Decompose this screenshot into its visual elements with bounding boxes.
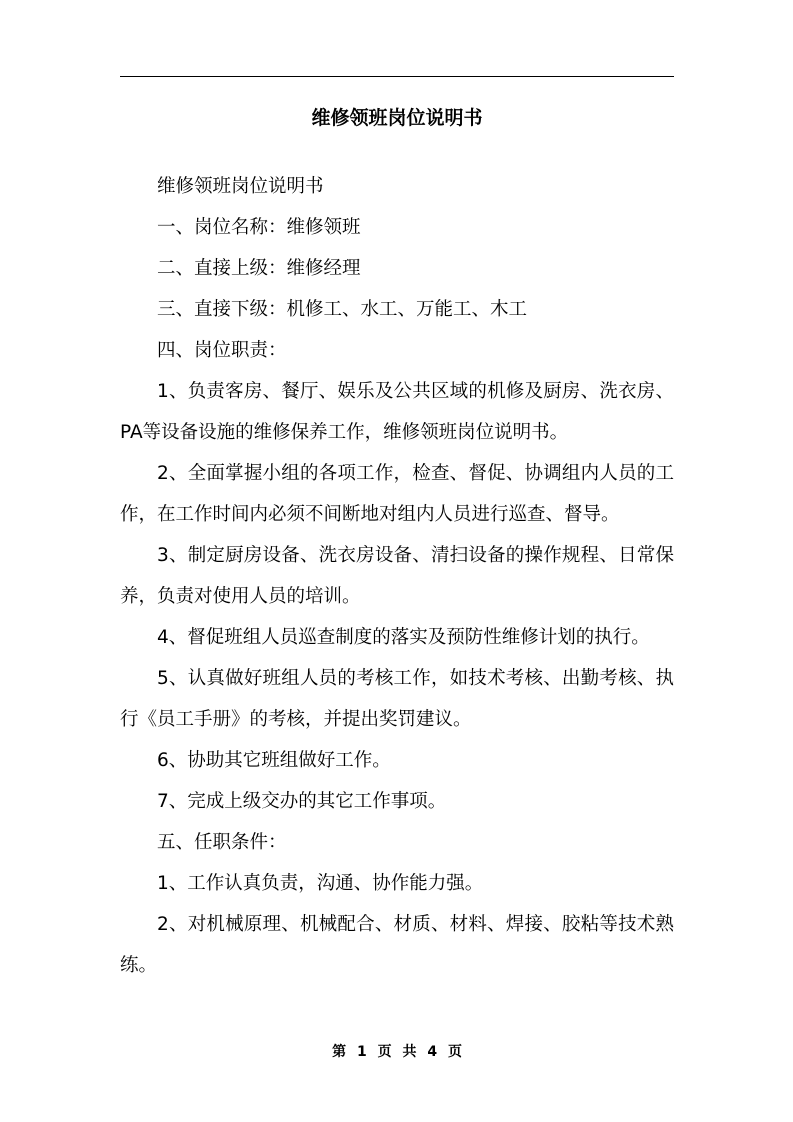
paragraph-duties-heading: 四、岗位职责： [157,340,287,361]
paragraph-requirements-heading: 五、任职条件： [157,832,287,853]
paragraph-duty-1: 1、负责客房、餐厅、娱乐及公共区域的机修及厨房、洗衣房、PA等设备设施的维修保养工作，维修领班岗位说明书。 [120,381,674,443]
footer-total-pages: 4 [427,1044,438,1060]
paragraph-requirement-2: 2、对机械原理、机械配合、材质、材料、焊接、胶粘等技术熟练。 [120,914,674,976]
footer-word-di: 第 [332,1044,347,1060]
page-number-footer [120,1042,674,1062]
paragraph-duty-3: 3、制定厨房设备、洗衣房设备、清扫设备的操作规程、日常保养，负责对使用人员的培训。 [120,545,674,607]
paragraph-duty-4: 4、督促班组人员巡查制度的落实及预防性维修计划的执行。 [157,627,650,648]
document-title: 维修领班岗位说明书 [311,107,483,129]
paragraph-direct-subordinates: 三、直接下级：机修工、水工、万能工、木工 [157,299,528,320]
paragraph-heading: 维修领班岗位说明书 [157,176,324,197]
paragraph-duty-2: 2、全面掌握小组的各项工作，检查、督促、协调组内人员的工作，在工作时间内必须不间断地对组内人员进行巡查、督导。 [120,463,674,525]
footer-current-page: 1 [356,1044,367,1060]
footer-word-ye: 页 [377,1044,392,1060]
document-body [120,166,674,986]
paragraph-duty-7: 7、完成上级交办的其它工作事项。 [157,791,447,812]
paragraph-direct-superior: 二、直接上级：维修经理 [157,258,361,279]
footer-word-ye-2: 页 [447,1044,462,1060]
paragraph-duty-5: 5、认真做好班组人员的考核工作，如技术考核、出勤考核、执行《员工手册》的考核，并提出奖罚建议。 [120,668,674,730]
header-rule [120,76,674,77]
paragraph-position-name: 一、岗位名称：维修领班 [157,217,361,238]
footer-word-gong: 共 [402,1044,417,1060]
paragraph-requirement-1: 1、工作认真负责，沟通、协作能力强。 [157,873,484,894]
paragraph-duty-6: 6、协助其它班组做好工作。 [157,750,391,771]
